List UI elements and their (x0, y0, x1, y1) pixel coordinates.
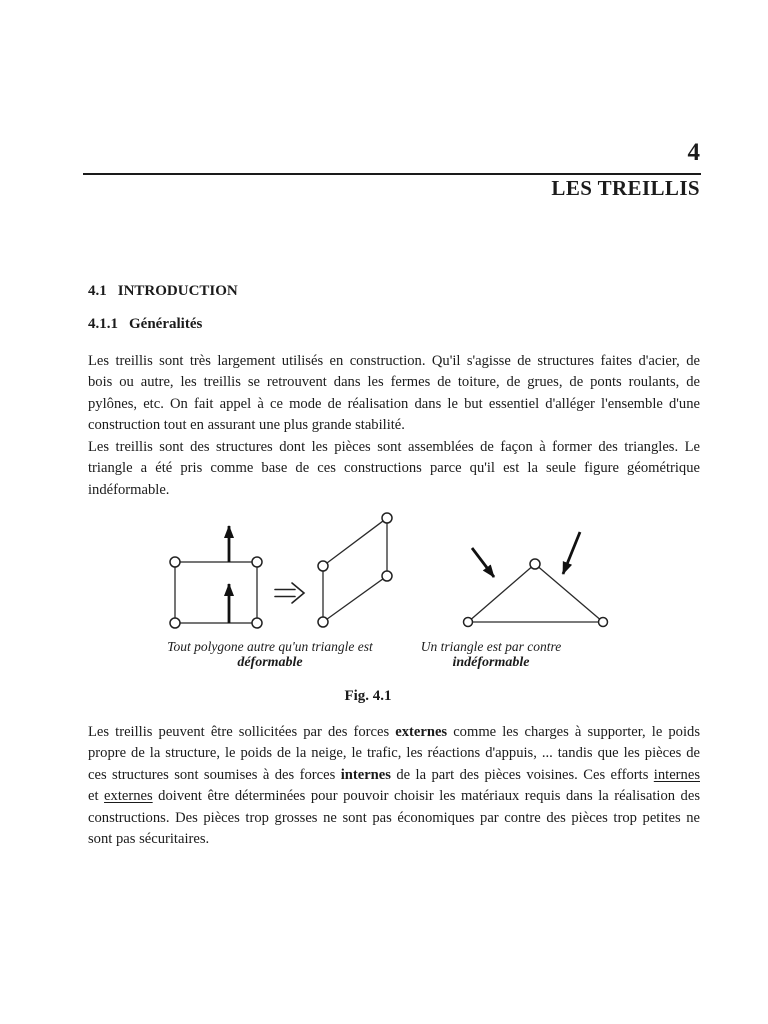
node-circle (464, 618, 473, 627)
header-rule (83, 173, 701, 175)
text-line (88, 786, 700, 807)
caption-right-line2: indéformable (452, 655, 530, 670)
caption-left-line1: Tout polygone autre qu'un triangle est (167, 639, 373, 654)
caption-left (140, 639, 400, 671)
sheared-parallelogram-diagram (318, 513, 392, 627)
text-line: construction tout en assurant une plus grande stabilité. (88, 417, 405, 434)
text-segment: ces structures sont soumises à des forces (88, 766, 341, 783)
text-line: propre de la structure, le poids de la neige, le trafic, les réactions d'appuis, ... tandis que les pièces de (88, 745, 700, 762)
paragraph-generalites-1 (88, 351, 700, 437)
chapter-number: 4 (687, 139, 700, 166)
paragraph-generalites-2 (88, 437, 700, 501)
deformable-rectangle-diagram (170, 526, 262, 628)
text-segment: et (88, 788, 105, 805)
text-line: indéformable. (88, 481, 170, 498)
caption-right-line1: Un triangle est par contre (420, 639, 562, 654)
caption-left-line2: déformable (237, 655, 303, 670)
caption-right (381, 639, 601, 671)
text-line: bois ou autre, les treillis se retrouvent dans les fermes de toiture, de grues, de ponts roulants, de (88, 374, 700, 391)
node-circle (530, 559, 540, 569)
subsection-heading-4-1-1 (88, 315, 700, 334)
section-heading-4-1 (88, 282, 700, 301)
triangle-shape (468, 564, 603, 622)
implies-double-arrow (275, 583, 304, 603)
node-circle (382, 513, 392, 523)
figure-label: Fig. 4.1 (344, 688, 392, 704)
text-segment: doivent être déterminées pour pouvoir choisir les matériaux requis dans la réalisation des (152, 788, 701, 805)
node-circle (170, 618, 180, 628)
text-segment: comme les charges à supporter, le poids (447, 724, 701, 740)
text-segment: Les treillis peuvent être sollicitées par des forces (88, 724, 396, 740)
text-line: triangle a été pris comme base de ces constructions parce qu'il est la seule figure géométrique (88, 460, 700, 477)
triangle-diagram (464, 532, 608, 627)
force-arrow-left (472, 548, 494, 577)
subsection-number: 4.1.1 (88, 316, 118, 332)
node-circle (252, 557, 262, 567)
text-line: Les treillis sont très largement utilisés en construction. Qu'il s'agisse de structures faites d'acier, de (88, 353, 700, 369)
section-number: 4.1 (88, 283, 107, 299)
underlined-term-internes: internes (653, 766, 700, 783)
subsection-title: Généralités (129, 316, 203, 332)
rectangle-shape (175, 562, 257, 623)
text-line (88, 722, 700, 743)
bold-term-internes: internes (340, 766, 391, 783)
node-circle (170, 557, 180, 567)
underlined-term-externes: externes (104, 788, 153, 805)
parallelogram-shape (323, 518, 387, 622)
node-circle (252, 618, 262, 628)
node-circle (318, 617, 328, 627)
node-circle (599, 618, 608, 627)
paragraph-forces (88, 722, 700, 850)
text-line (88, 765, 700, 786)
text-line: pylônes, etc. On fait appel à ce mode de réalisation dans le but essentiel d'alléger l'ensemble d'une (88, 395, 700, 412)
figure-diagram (88, 508, 700, 642)
text-line: Les treillis sont des structures dont les pièces sont assemblées de façon à former des triangles. Le (88, 439, 700, 455)
text-line: constructions. Des pièces trop grosses ne sont pas économiques par contre des pièces trop petites ne (88, 809, 700, 826)
chapter-title: LES TREILLIS (551, 176, 700, 200)
node-circle (382, 571, 392, 581)
node-circle (318, 561, 328, 571)
section-title: INTRODUCTION (117, 283, 238, 299)
text-segment: de la part des pièces voisines. Ces efforts (390, 766, 654, 783)
bold-term-externes: externes (395, 724, 448, 740)
force-arrow-right (563, 532, 580, 574)
text-line: sont pas sécuritaires. (88, 831, 210, 848)
